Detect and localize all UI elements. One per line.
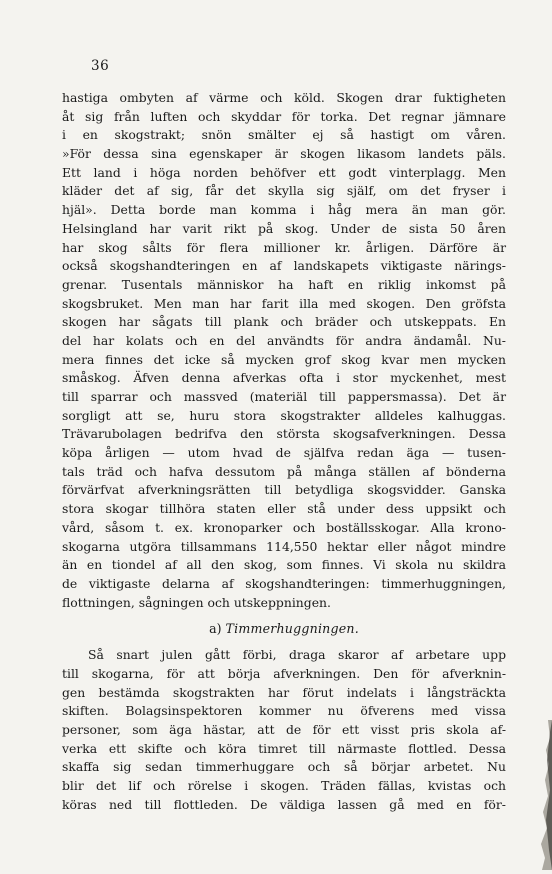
text-line: stora skogar tillhöra staten eller stå under dess uppsikt och [62,501,506,517]
text-line: kläder det af sig, får det skylla sig själf, om det fryser i [62,183,506,199]
text-line: Trävarubolagen bedrifva den största skogsafverkningen. Dessa [62,426,506,442]
text-line: åt sig från luften och skyddar för torka. Det regnar jämnare [62,108,506,124]
text-line: förvärfvat afverkningsrätten till betydliga skogsvidder. Ganska [62,482,506,498]
text-line: i en skogstrakt; snön smälter ej så hastigt om våren. [62,127,506,143]
text-line: Ett land i höga norden behöfver ett godt vinterplagg. Men [62,164,506,180]
text-line: verka ett skifte och köra timret till närmaste flottled. Dessa [62,740,506,756]
paragraph [62,89,506,612]
text-line: Helsingland har varit rikt på skog. Under de sista 50 åren [62,220,506,236]
text-line: köpa årligen — utom hvad de själfva redan äga — tusen- [62,445,506,461]
text-line: personer, som äga hästar, att de för ett visst pris skola af- [62,722,506,737]
text-line: till sparrar och massved (materiäl till pappersmassa). Det är [62,389,506,404]
text-line: skiften. Bolagsinspektoren kommer nu öfverens med vissa [62,703,506,719]
text-line: köras ned till flottleden. De väldiga lassen gå med en för- [62,796,506,812]
text-line: del har kolats och en del användts för andra ändamål. Nu- [62,332,506,348]
text-line: skogen har sågats till plank och bräder och utskeppats. En [62,314,506,330]
section-marker: a) [209,621,222,637]
text-line: grenar. Tusentals människor ha haft en riklig inkomst på [62,276,506,292]
section-title: Timmerhuggningen. [225,621,359,637]
text-line: småskog. Äfven denna afverkas ofta i stor myckenhet, mest [62,370,506,386]
text-line: än en tiondel af all den skog, som finnes. Vi skola nu skildra [62,557,506,573]
page-body [62,89,506,814]
paragraph [62,646,506,814]
text-line: skogarna utgöra tillsammans 114,550 hektar eller något mindre [62,538,506,554]
text-line: sorgligt att se, huru stora skogstrakter alldeles kalhuggas. [62,407,506,423]
text-line: till skogarna, för att börja afverkningen. Den för afverknin- [62,665,506,681]
text-line: också skogshandteringen en af landskapets viktigaste närings- [62,258,506,274]
text-line: har skog sålts för flera millioner kr. årligen. Därföre är [62,239,506,255]
text-line: Så snart julen gått förbi, draga skaror af arbetare upp [88,647,506,663]
text-line: blir det lif och rörelse i skogen. Träden fällas, kvistas och [62,778,506,794]
text-line: tals träd och hafva dessutom på många ställen af bönderna [62,463,506,479]
text-line: »För dessa sina egenskaper är skogen likasom landets päls. [62,146,506,162]
text-line: gen bestämda skogstrakten har förut indelats i långsträckta [62,684,506,700]
text-line: de viktigaste delarna af skogshandteringen: timmerhuggningen, [62,575,506,591]
section-heading [62,612,506,646]
text-line: hjäl». Detta borde man komma i håg mera än man gör. [62,202,506,218]
scan-ink-bleed [528,720,552,870]
text-line: flottningen, sågningen och utskeppningen. [62,594,331,610]
text-line: skaffa sig sedan timmerhuggare och så börjar arbetet. Nu [62,759,506,775]
text-line: mera finnes det icke så mycken grof skog kvar men mycken [62,351,506,367]
page-number: 36 [91,58,110,74]
text-line: hastiga ombyten af värme och köld. Skogen drar fuktigheten [62,90,506,105]
text-line: vård, såsom t. ex. kronoparker och boställsskogar. Alla krono- [62,519,506,535]
text-line: skogsbruket. Men man har farit illa med skogen. Den gröfsta [62,295,506,311]
